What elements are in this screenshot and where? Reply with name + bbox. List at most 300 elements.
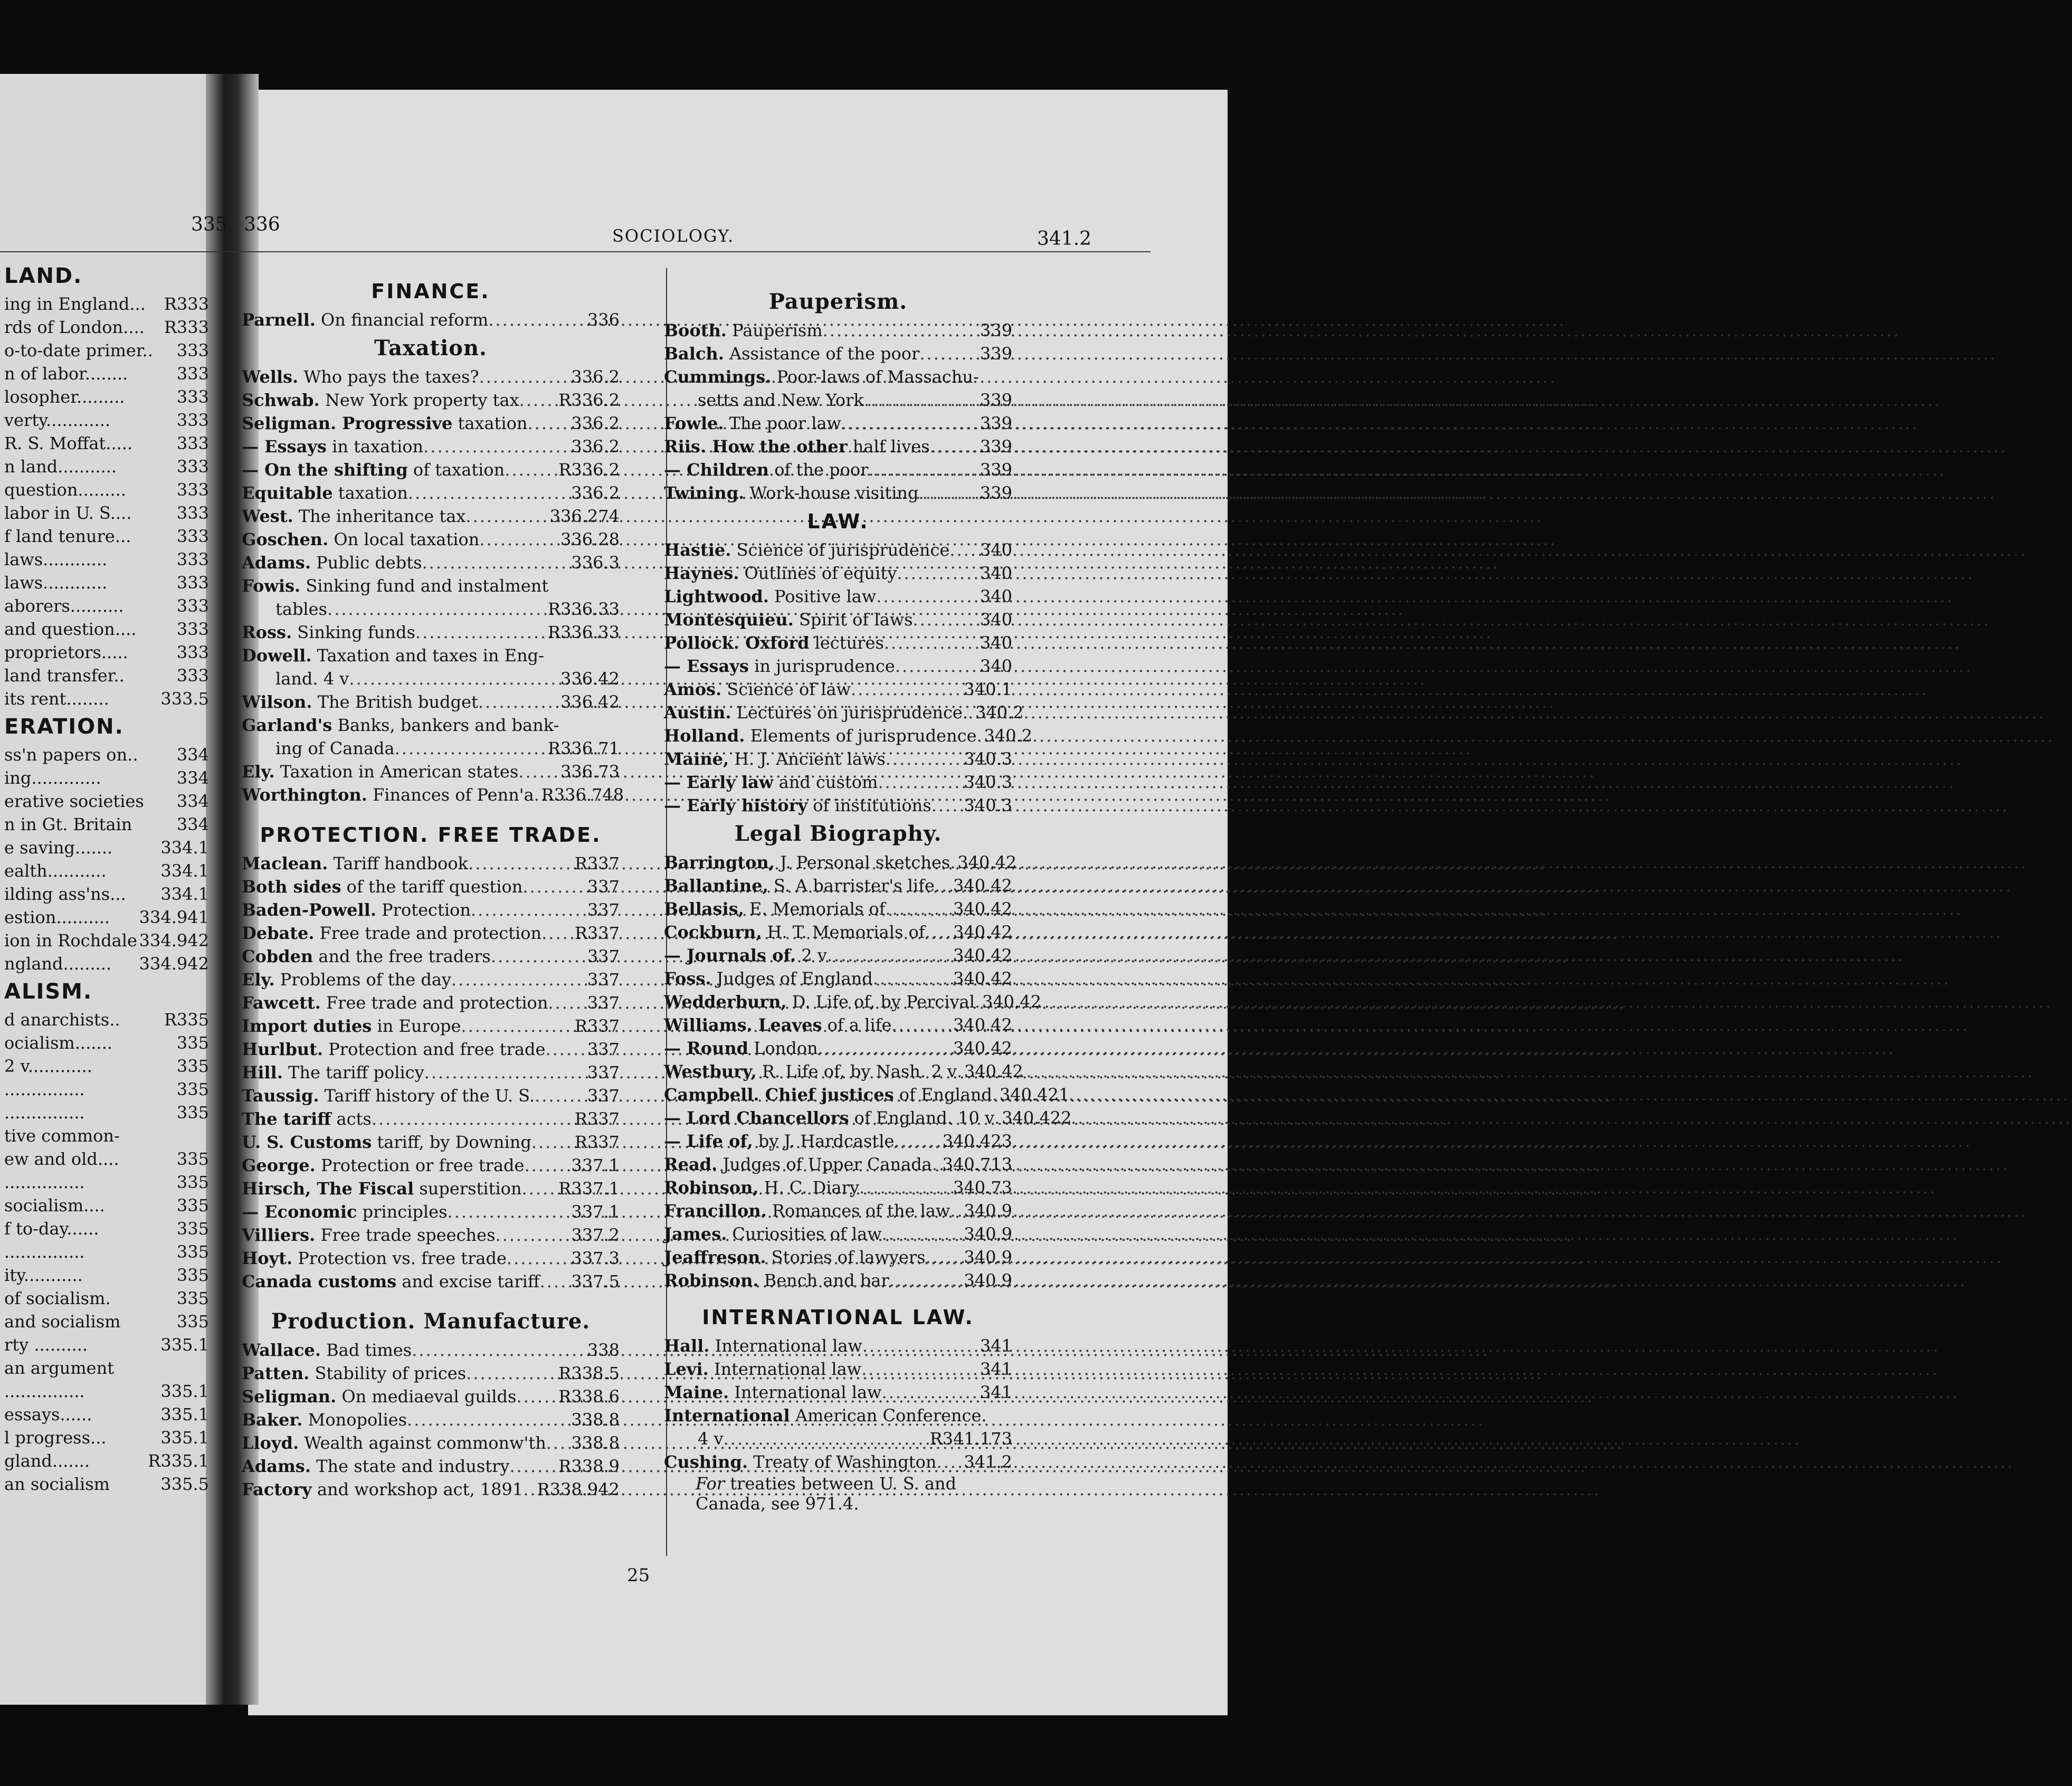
leader-dots	[407, 1408, 569, 1431]
entry-title: R. Life of, by Nash. 2 v	[756, 1061, 957, 1081]
call-number: 337.1	[571, 1155, 620, 1175]
left-entry-text: an socialism	[4, 1474, 110, 1494]
entry-title: Romances of the law	[766, 1201, 951, 1221]
catalog-entry	[242, 574, 620, 597]
call-number: 340.73	[953, 1177, 1012, 1198]
entry-continuation	[242, 597, 620, 621]
left-call-number: R335	[164, 1010, 209, 1030]
catalog-entry	[664, 1106, 1072, 1129]
catalog-entry	[664, 1153, 1012, 1176]
entry-title: On local taxation	[328, 529, 480, 549]
leader-dots	[412, 1338, 585, 1362]
entry-title: Free trade and protection	[314, 923, 542, 943]
call-number: R337	[574, 1016, 620, 1036]
entry-text	[242, 760, 518, 783]
entry-text	[664, 608, 913, 631]
entry-text	[242, 1247, 507, 1270]
call-number: 336.2	[571, 483, 620, 503]
left-entry-text: f to-day......	[4, 1219, 99, 1239]
left-entry-text: essays......	[4, 1404, 92, 1424]
left-call-number: 335	[176, 1056, 209, 1076]
left-entry-text: d anarchists..	[4, 1010, 120, 1030]
left-entry	[4, 1333, 209, 1356]
left-call-number: 333	[176, 526, 209, 546]
entry-author: Robinson.	[664, 1270, 759, 1290]
entry-author: Ely.	[242, 762, 275, 782]
entry-author: Adams.	[242, 1456, 311, 1476]
entry-text	[242, 1061, 424, 1084]
entry-title: Protection or free trade	[315, 1155, 525, 1175]
catalog-entry	[242, 1200, 620, 1223]
entry-author: Parnell.	[242, 310, 316, 330]
left-entry	[4, 1240, 209, 1264]
left-call-number: 335	[176, 1219, 209, 1239]
entry-text	[664, 1450, 936, 1474]
entry-title: tariff, by Downing	[372, 1132, 531, 1152]
entry-title: of England	[894, 1085, 992, 1105]
catalog-entry	[664, 608, 1012, 631]
leader-dots	[507, 1247, 569, 1270]
catalog-entry	[242, 528, 620, 551]
entry-author: Twining.	[664, 483, 745, 503]
entry-author: — Journals of.	[664, 945, 796, 965]
left-entry	[4, 1472, 209, 1496]
entry-text	[664, 435, 930, 458]
left-entry	[4, 859, 209, 882]
catalog-entry	[664, 319, 1012, 342]
entry-text	[664, 1106, 994, 1129]
call-number: 337	[587, 993, 620, 1013]
catalog-entry	[242, 365, 620, 388]
call-number: 341	[980, 1336, 1012, 1356]
entry-author: Factory	[242, 1479, 312, 1499]
entry-text	[664, 1334, 862, 1357]
call-number: R338.6	[558, 1386, 620, 1407]
entry-title: Elements of jurisprudence	[745, 726, 977, 746]
entry-author: Maclean.	[242, 853, 328, 873]
catalog-entry	[664, 435, 1012, 458]
catalog-entry	[664, 1037, 1012, 1060]
section-title: LAW.	[807, 510, 869, 533]
entry-author: Read.	[664, 1154, 718, 1174]
leader-dots	[932, 794, 962, 817]
entry-title: The inheritance tax	[293, 506, 466, 526]
catalog-entry	[242, 1362, 620, 1385]
call-number: 339	[980, 320, 1012, 340]
entry-title: The poor law	[724, 413, 841, 433]
call-number: R337.1	[558, 1179, 620, 1199]
catalog-entry	[664, 585, 1012, 608]
entry-title: of the poor	[769, 460, 869, 480]
entry-text	[242, 505, 465, 528]
leader-dots	[968, 701, 973, 724]
entry-title: taxation	[452, 413, 528, 433]
leader-dots	[516, 1385, 556, 1408]
catalog-entry	[664, 851, 1017, 874]
catalog-entry	[242, 435, 620, 458]
leader-dots	[975, 990, 980, 1013]
section-title: Production. Manufacture.	[271, 1309, 591, 1334]
catalog-entry	[242, 1014, 620, 1038]
call-number: 339	[980, 436, 1012, 457]
left-entry	[4, 1287, 209, 1310]
leader-dots	[540, 1270, 569, 1293]
catalog-entry	[242, 1385, 620, 1408]
entry-author: Equitable	[242, 483, 333, 503]
left-call-number: 334.1	[160, 838, 209, 858]
call-number: R341.173	[929, 1429, 1012, 1449]
catalog-entry	[664, 874, 1012, 897]
entry-text	[664, 1246, 925, 1269]
entry-author: Lightwood.	[664, 586, 769, 606]
call-number: 339	[980, 483, 1012, 503]
entry-title: by J. Hardcastle	[753, 1131, 895, 1151]
entry-text	[242, 852, 468, 875]
entry-title: Wealth against commonw'th	[299, 1433, 546, 1453]
entry-text	[242, 412, 528, 435]
leader-dots	[461, 1014, 572, 1038]
header-rule	[0, 251, 1151, 252]
catalog-entry	[664, 1357, 1012, 1381]
left-call-number: 333	[176, 364, 209, 384]
call-number: R336.71	[547, 738, 620, 758]
call-number: 340.42	[953, 922, 1012, 942]
entry-title: D. Life of, by Percival	[786, 992, 975, 1012]
entry-author: Hirsch, The Fiscal	[242, 1179, 414, 1199]
entry-text	[242, 1130, 531, 1154]
left-entry-text: laws............	[4, 573, 108, 593]
leader-dots	[528, 412, 569, 435]
leader-dots	[818, 1037, 951, 1060]
entry-title: and workshop act, 1891	[311, 1479, 524, 1499]
call-number: 340.42	[953, 876, 1012, 896]
class-range: 341.2	[1037, 228, 1092, 250]
entry-text	[242, 1200, 448, 1223]
call-number: 340.9	[964, 1270, 1012, 1290]
leader-dots	[862, 1334, 978, 1357]
entry-title: American Conference.	[790, 1405, 987, 1426]
left-entry-text: o-to-date primer..	[4, 340, 153, 360]
call-number: 336.2	[571, 413, 620, 433]
catalog-entry	[664, 342, 1012, 365]
left-call-number: 334.1	[160, 884, 209, 904]
entry-author: Adams.	[242, 553, 311, 573]
left-entry-text: ity...........	[4, 1265, 83, 1285]
entry-text	[242, 945, 491, 968]
left-call-number: 335	[176, 1149, 209, 1169]
left-call-number: 334.941	[139, 907, 209, 927]
catalog-entry	[242, 388, 620, 412]
entry-title: H. C. Diary	[758, 1177, 859, 1198]
left-entry	[4, 1403, 209, 1426]
catalog-entry	[664, 412, 1012, 435]
left-call-number: 333	[176, 503, 209, 523]
leader-dots	[522, 875, 585, 898]
entry-title: taxation	[332, 483, 408, 503]
entry-title: half lives	[847, 436, 930, 457]
entry-text	[242, 551, 422, 574]
catalog-entry	[242, 875, 620, 898]
entry-text	[664, 747, 886, 771]
entry-title: of England. 10 v	[849, 1108, 995, 1128]
leader-dots	[505, 458, 556, 481]
catalog-entry	[664, 1199, 1012, 1222]
entry-author: Ballantine,	[664, 876, 768, 896]
spacer	[664, 1292, 1012, 1300]
entry-text	[664, 1013, 891, 1037]
call-number: 336.42	[560, 692, 620, 712]
left-call-number: 333	[176, 387, 209, 407]
entry-author: Barrington,	[664, 852, 775, 872]
leader-dots	[491, 945, 585, 968]
entry-continuation	[242, 667, 620, 690]
catalog-entry	[242, 1061, 620, 1084]
catalog-entry	[664, 944, 1012, 967]
catalog-entry	[242, 714, 620, 737]
entry-author: Both sides	[242, 877, 341, 897]
catalog-entry	[664, 990, 1041, 1013]
left-entry	[4, 664, 209, 687]
leader-dots	[881, 1381, 977, 1404]
catalog-entry	[664, 365, 1012, 388]
section-title: Legal Biography.	[734, 821, 942, 846]
catalog-entry	[664, 1269, 1012, 1292]
call-number: 337	[587, 970, 620, 990]
left-call-number: 333	[176, 596, 209, 616]
leader-dots	[545, 1038, 585, 1061]
catalog-entry	[242, 1455, 620, 1478]
entry-text	[242, 1431, 546, 1455]
entry-title: Taxation and taxes in Eng-	[311, 645, 544, 666]
entry-text	[242, 1362, 466, 1385]
entry-text	[242, 308, 488, 331]
entry-text	[242, 783, 534, 806]
call-number: 337.2	[571, 1225, 620, 1245]
leader-dots	[518, 760, 558, 783]
entry-continuation	[664, 1427, 1012, 1450]
leader-dots	[546, 1431, 569, 1455]
entry-text	[242, 1107, 372, 1130]
entry-text	[242, 574, 548, 597]
left-entry	[4, 1380, 209, 1403]
entry-text	[664, 990, 975, 1013]
left-call-number: 335	[176, 1103, 209, 1123]
entry-author: Levi.	[664, 1359, 709, 1379]
call-number: 340	[980, 586, 1012, 606]
left-entry	[4, 1194, 209, 1217]
entry-text	[242, 644, 544, 667]
page-number: 336	[244, 214, 280, 235]
call-number: 339	[980, 413, 1012, 433]
entry-title: Bad times	[320, 1340, 412, 1360]
entry-author: Maine.	[664, 1382, 729, 1402]
catalog-entry	[242, 760, 620, 783]
leader-dots	[478, 690, 558, 714]
leader-dots	[895, 654, 978, 678]
entry-title: London	[748, 1038, 818, 1058]
catalog-entry	[664, 631, 1012, 654]
entry-title: The tariff policy	[282, 1062, 424, 1082]
left-entry	[4, 790, 209, 813]
entry-author: Bellasis,	[664, 899, 744, 919]
entry-title: lectures	[809, 633, 884, 653]
entry-text	[242, 388, 519, 412]
entry-author: Holland.	[664, 726, 745, 746]
entry-text	[242, 1385, 516, 1408]
left-entry-text: of socialism.	[4, 1288, 111, 1308]
left-call-number: R335.1	[148, 1451, 209, 1471]
left-entry-text: f land tenure...	[4, 526, 131, 546]
leader-dots	[423, 435, 569, 458]
leader-dots	[889, 1269, 962, 1292]
entry-title: Spirit of laws	[793, 610, 913, 630]
entry-author: Wallace.	[242, 1340, 321, 1360]
catalog-entry	[664, 701, 1024, 724]
entry-author: Balch.	[664, 344, 724, 364]
left-entry-text: ...............	[4, 1381, 85, 1401]
leader-dots	[524, 1154, 569, 1177]
leader-dots	[495, 1223, 569, 1247]
entry-author: Dowell.	[242, 645, 312, 666]
entry-author: Garland's	[242, 715, 332, 735]
left-entry	[4, 813, 209, 836]
left-entry	[4, 1008, 209, 1031]
left-entry	[4, 594, 209, 618]
entry-author: Hastie.	[664, 540, 731, 560]
entry-text	[664, 1222, 882, 1246]
call-number: 339	[980, 460, 1012, 480]
entry-author: Seligman. Progressive	[242, 413, 453, 433]
catalog-entry	[664, 794, 1012, 817]
leader-dots	[519, 388, 557, 412]
leader-dots	[509, 1455, 556, 1478]
leader-dots	[468, 852, 573, 875]
call-number: R336.33	[547, 599, 620, 619]
entry-author: Cockburn,	[664, 922, 762, 942]
left-call-number: 335	[176, 1079, 209, 1099]
call-number: R338.942	[537, 1479, 620, 1499]
left-entry-text: ing in England...	[4, 294, 146, 314]
left-entry-text: tive common-	[4, 1126, 120, 1146]
entry-title: Lectures on jurisprudence.	[731, 702, 968, 723]
entry-text	[664, 874, 935, 897]
call-number: 341	[980, 1382, 1012, 1402]
leader-dots	[541, 922, 573, 945]
entry-title: of institutions	[807, 795, 932, 815]
entry-text	[664, 1060, 957, 1083]
entry-author: Wilson.	[242, 692, 312, 712]
left-entry-text: ...............	[4, 1172, 85, 1192]
leader-dots	[523, 1478, 535, 1501]
catalog-entry	[664, 747, 1012, 771]
entry-text	[242, 690, 478, 714]
leader-dots	[930, 435, 978, 458]
left-entry-text: proprietors.....	[4, 642, 128, 662]
left-entry-text: ...............	[4, 1079, 85, 1099]
catalog-entry	[242, 1431, 620, 1455]
leader-dots	[950, 851, 955, 874]
left-entry	[4, 1426, 209, 1449]
leader-dots	[349, 667, 558, 690]
catalog-entry	[242, 1107, 620, 1130]
call-number: 337	[587, 900, 620, 920]
leader-dots	[534, 783, 539, 806]
left-call-number: 333	[176, 666, 209, 686]
left-entry-text: erative societies	[4, 791, 144, 811]
catalog-entry	[242, 991, 620, 1014]
call-number: 341.2	[964, 1452, 1012, 1472]
entry-author: Patten.	[242, 1363, 310, 1383]
catalog-entry	[242, 505, 620, 528]
entry-text	[242, 1154, 524, 1177]
catalog-entry	[664, 654, 1012, 678]
catalog-entry	[242, 945, 620, 968]
leader-dots	[894, 1129, 940, 1153]
leader-dots	[531, 1130, 573, 1154]
entry-author: Lloyd.	[242, 1433, 299, 1453]
entry-title: The British budget	[312, 692, 478, 712]
entry-text	[664, 678, 851, 701]
left-entry-text: ealth...........	[4, 861, 107, 881]
entry-title: of a life	[822, 1015, 892, 1035]
left-entry	[4, 548, 209, 571]
call-number: R336.33	[547, 622, 620, 642]
entry-text	[664, 920, 925, 944]
entry-text	[664, 967, 873, 990]
call-number: 340	[980, 540, 1012, 560]
left-entry	[4, 339, 209, 362]
entry-author: Fawcett.	[242, 993, 321, 1013]
catalog-entry	[242, 458, 620, 481]
left-call-number: 335	[176, 1172, 209, 1192]
entry-text	[664, 1037, 818, 1060]
entry-title: International law	[709, 1336, 862, 1356]
entry-title: Public debts	[310, 553, 422, 573]
leader-dots	[891, 1013, 951, 1037]
entry-author: — Early history	[664, 795, 808, 815]
entry-title: International law	[729, 1382, 882, 1402]
catalog-entry	[664, 897, 1012, 920]
left-entry-text: n land...........	[4, 457, 117, 477]
entry-text	[242, 1455, 509, 1478]
left-entry-text: ocialism.......	[4, 1033, 112, 1053]
left-entry-text: verty............	[4, 410, 111, 430]
left-entry-text: its rent........	[4, 689, 109, 709]
call-number: 340.713	[942, 1154, 1012, 1174]
entry-text	[664, 1381, 881, 1404]
entry-text	[242, 458, 505, 481]
leader-dots	[859, 1176, 951, 1199]
entry-author: Cushing.	[664, 1452, 748, 1472]
left-entry-text: and question....	[4, 619, 137, 639]
entry-text	[242, 621, 415, 644]
call-number: 340.9	[964, 1247, 1012, 1267]
call-number: R336.2	[558, 460, 620, 480]
leader-dots	[886, 747, 962, 771]
entry-text	[242, 1014, 461, 1038]
left-call-number: 335	[176, 1033, 209, 1053]
left-entry-text: 2 v............	[4, 1056, 92, 1076]
section-title: LAND.	[4, 264, 83, 288]
leader-dots	[479, 365, 569, 388]
call-number: 340.9	[964, 1201, 1012, 1221]
entry-text	[242, 991, 548, 1014]
entry-author: Robinson,	[664, 1177, 759, 1198]
entry-title: superstition	[414, 1179, 522, 1199]
left-call-number: 335.1	[160, 1404, 209, 1424]
leader-dots	[408, 481, 569, 505]
entry-text	[664, 585, 876, 608]
